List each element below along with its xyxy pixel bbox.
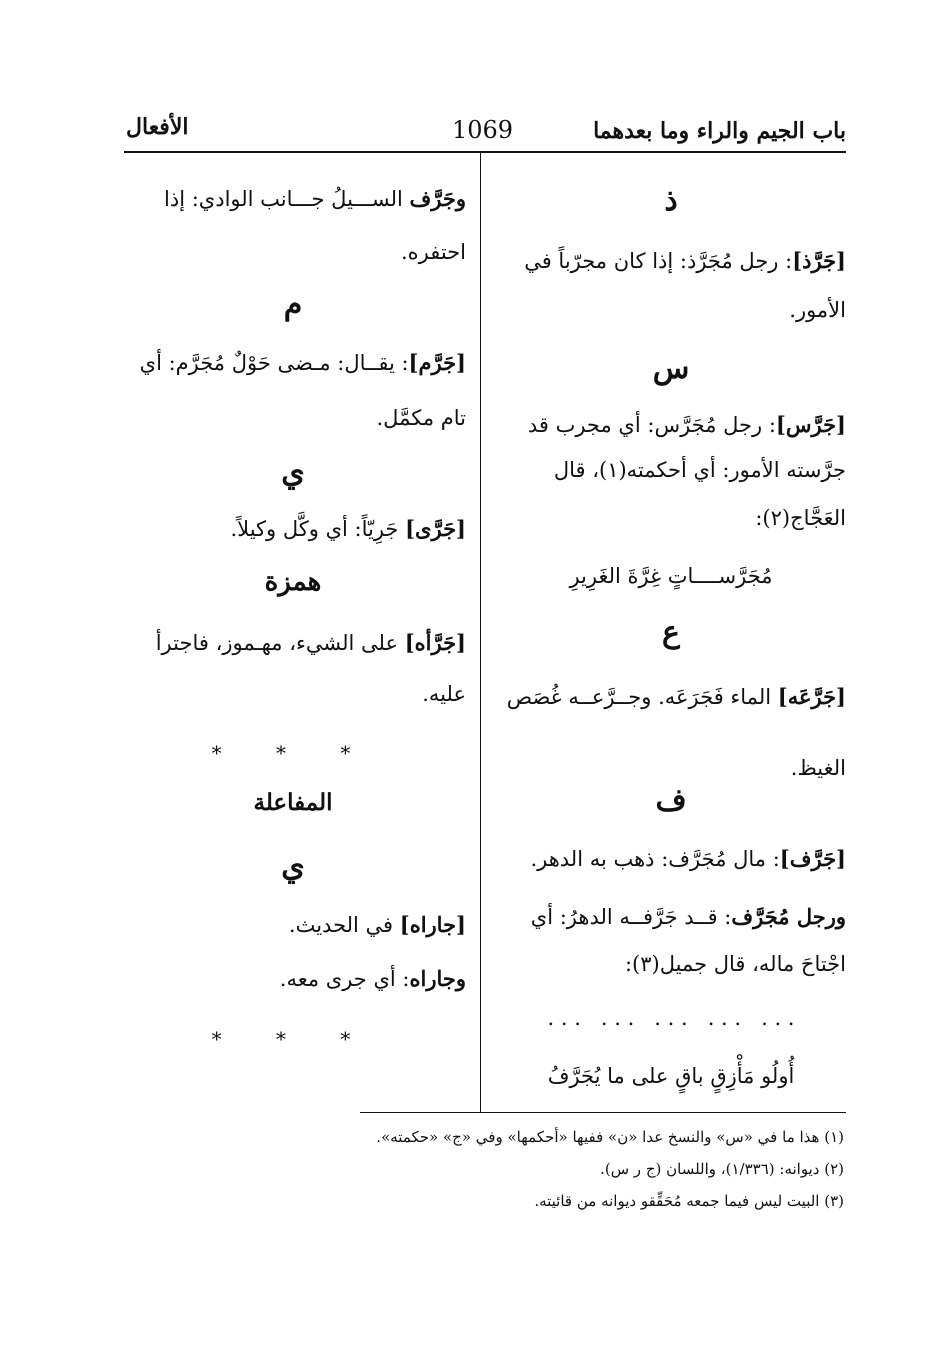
entry-jrs-line3: العَجَّاج(٢): [755, 506, 846, 530]
entry-jrs-head: [جَرَّس] [775, 412, 846, 437]
entry-jrs-line2: جرَّسته الأمور: أي أحكمته(١)، قال [553, 458, 846, 482]
letter-heading-ya: ي [281, 455, 305, 490]
entry-jrdh-line2: الأمور. [789, 298, 846, 322]
entry-jrdh-line1: [جَرَّذ]: رجل مُجَرَّذ: إذا كان مجرّباً في [524, 248, 846, 273]
entry-jrf-line2: ورجل مُجَرَّف: قــد جَرَّفــه الدهرُ: أي [530, 904, 846, 929]
page-number: 1069 [452, 116, 514, 144]
footnote-3: (٣) البيت ليس فيما جمعه مُحَقِّقو ديوانه من قائيته. [534, 1192, 844, 1210]
entry-jra2-line2: عليه. [422, 682, 466, 706]
entry-jry-head: [جَرَّى] [405, 516, 466, 541]
entry-jrs-verse: مُجَرَّســــاتٍ غِرَّةَ الغَرِيرِ [569, 564, 773, 588]
entry-jrf-verse: أُولُو مَأْزِقٍ باقٍ على ما يُجَرَّفُ [547, 1064, 795, 1088]
entry-jrs-line1: [جَرَّس]: رجل مُجَرَّس: أي مجرب قد [527, 412, 846, 437]
letter-heading-dhal: ذ [664, 183, 678, 218]
footnote-2: (٢) ديوانه: (١/٣٣٦)، واللسان (ج ر س). [600, 1160, 844, 1178]
entry-jrf-line3: اجْتاحَ ماله، قال جميل(٣): [624, 952, 846, 976]
letter-heading-ayn: ع [662, 615, 680, 650]
header-rule [124, 151, 846, 153]
entry-jra-head: [جَرَّعَه] [777, 684, 846, 709]
entry-jrm-line1: [جَرَّم]: يقــال: مـضى حَوْلٌ مُجَرَّم: أي [139, 350, 466, 375]
entry-jarah-line1: [جاراه] في الحديث. [288, 912, 466, 937]
entry-jrf-dots: . . . . . . . . . . . . . . . [547, 1006, 795, 1030]
letter-heading-mim: م [283, 287, 303, 322]
entry-jrf-head: [جَرَّف] [779, 846, 846, 871]
column-divider [480, 152, 481, 1112]
section-hamza: همزة [264, 567, 322, 597]
separator-stars-1: * * * [211, 741, 375, 765]
entry-jry-line1: [جَرَّى] جَرِيّاً: أي وكَّل وكيلاً. [230, 516, 466, 541]
entry-jra-line1: [جَرَّعَه] الماء فَجَرَعَه. وجــرَّعــه غُصَص [506, 684, 846, 709]
entry-jrf2-line2: احتفره. [400, 240, 466, 264]
letter-heading-sin: س [652, 351, 690, 386]
entry-jarah2-line1: وجاراه: أي جرى معه. [279, 966, 466, 991]
footnote-1: (١) هذا ما في «س» والنسخ عدا «ن» ففيها «أحكمها» وفي «ج» «حكمته». [376, 1128, 844, 1146]
chapter-title: باب الجيم والراء وما بعدهما [593, 118, 846, 144]
entry-jarah-head: [جاراه] [399, 912, 466, 937]
footnote-rule [360, 1112, 846, 1113]
section-mufaala: المفاعلة [253, 789, 333, 816]
entry-jrf-line1: [جَرَّف]: مال مُجَرَّف: ذهب به الدهر. [530, 846, 846, 871]
entry-jrf2-line1: وجَرَّف الســـيلُ جـــانب الوادي: إذا [164, 186, 466, 211]
section-title: الأفعال [126, 114, 189, 140]
entry-jra2-head: [جَرَّأه] [404, 630, 466, 655]
entry-jrdh-head: [جَرَّذ] [792, 248, 846, 273]
entry-jrm-head: [جَرَّم] [408, 350, 466, 375]
letter-heading-ya-2: ي [281, 849, 305, 884]
entry-jra2-line1: [جَرَّأه] على الشيء، مهـموز، فاجترأ [155, 630, 466, 655]
entry-jra-line2: الغيظ. [790, 756, 846, 780]
entry-jrm-line2: تام مكمَّل. [376, 406, 466, 430]
separator-stars-2: * * * [211, 1027, 375, 1051]
letter-heading-fa: ف [655, 783, 687, 818]
